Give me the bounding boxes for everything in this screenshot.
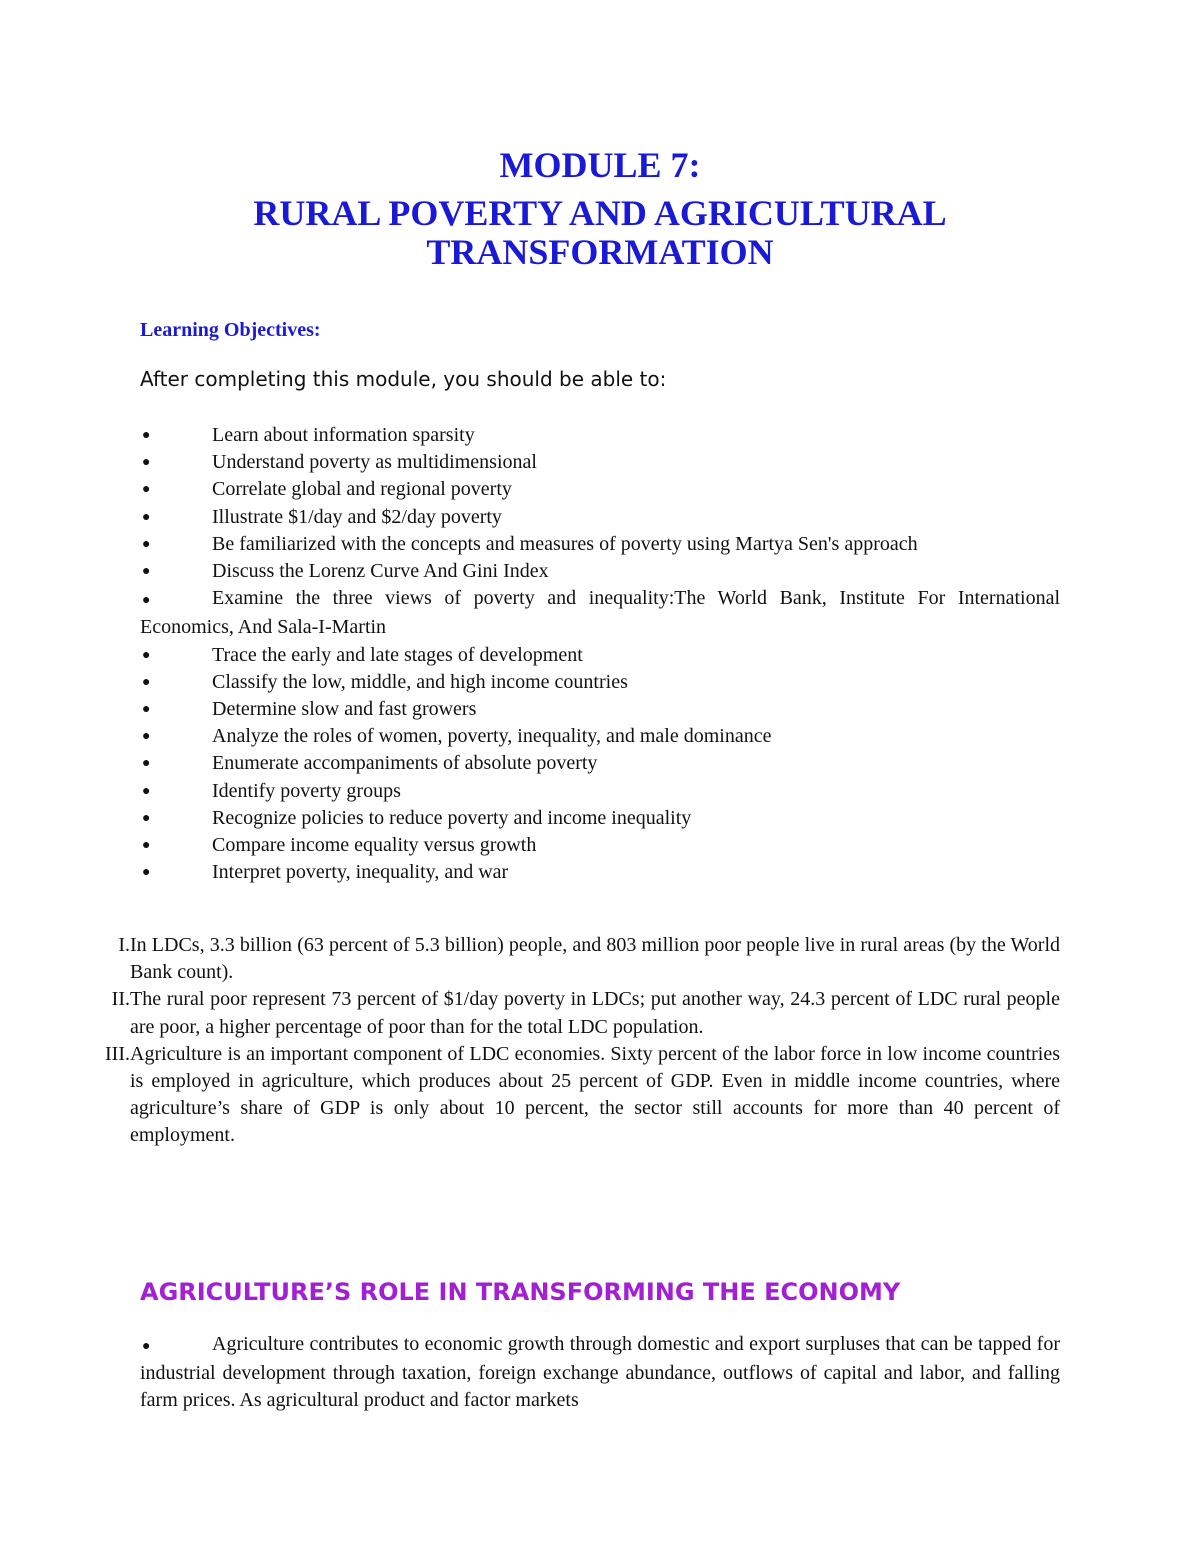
objective-item: ● Enumerate accompaniments of absolute poverty (140, 750, 1060, 777)
objective-item: ● Trace the early and late stages of development (140, 642, 1060, 669)
facts-list (100, 932, 1060, 1150)
objective-item: ● Determine slow and fast growers (140, 696, 1060, 723)
objective-item: ● Understand poverty as multidimensional (140, 449, 1060, 476)
title-line-3: TRANSFORMATION (426, 232, 774, 272)
bullet-icon: ● (142, 702, 151, 718)
objective-item: ● Compare income equality versus growth (140, 832, 1060, 859)
objective-item: ● Classify the low, middle, and high income countries (140, 669, 1060, 696)
objective-item: ● Illustrate $1/day and $2/day poverty (140, 504, 1060, 531)
bullet-icon: ● (142, 756, 151, 772)
objective-item: ● Analyze the roles of women, poverty, inequality, and male dominance (140, 723, 1060, 750)
objective-item: ● Examine the three views of poverty and inequality:The World Bank, Institute For International Economics, And Sala-I-Martin (140, 587, 1060, 639)
objective-item: ● Be familiarized with the concepts and measures of poverty using Martya Sen's approach (140, 531, 1060, 558)
bullet-icon: ● (142, 482, 151, 498)
learning-objectives-heading: Learning Objectives: (140, 319, 321, 341)
bullet-icon: ● (142, 674, 151, 690)
bullet-icon: ● (142, 1339, 151, 1354)
bullet-icon: ● (142, 509, 151, 525)
bullet-icon: ● (142, 729, 151, 745)
section-paragraph: ● Agriculture contributes to economic growth through domestic and export surpluses that can be tapped for industrial development through taxation, foreign exchange abundance, outflows of capital and labor, and falling farm prices. As agricultural product and factor markets (140, 1333, 1060, 1412)
objective-item: ● Correlate global and regional poverty (140, 476, 1060, 503)
roman-numeral: II. (111, 988, 130, 1011)
bullet-icon: ● (142, 536, 151, 552)
bullet-icon: ● (142, 428, 151, 443)
bullet-icon: ● (142, 455, 151, 471)
objective-item: ● Discuss the Lorenz Curve And Gini Index (140, 558, 1060, 585)
objectives-list (140, 422, 1060, 886)
bullet-icon: ● (142, 647, 151, 663)
roman-numeral: I. (118, 934, 130, 956)
bullet-icon: ● (142, 783, 151, 799)
fact-item: I. In LDCs, 3.3 billion (63 percent of 5.3 billion) people, and 803 million poor people live in rural areas (by the World Bank count). (100, 932, 1060, 986)
roman-numeral: III. (105, 1042, 130, 1065)
title-line-2: RURAL POVERTY AND AGRICULTURAL (253, 193, 947, 233)
bullet-icon: ● (142, 810, 151, 826)
bullet-icon: ● (142, 564, 151, 580)
bullet-icon: ● (142, 593, 151, 609)
fact-item: II. The rural poor represent 73 percent of $1/day poverty in LDCs; put another way, 24.3 percent of LDC rural people are poor, a higher percentage of poor than for the total LDC population. (100, 986, 1060, 1040)
objective-item: ● Identify poverty groups (140, 778, 1060, 805)
fact-item: III. Agriculture is an important component of LDC economies. Sixty percent of the labor force in low income countries is employed in agriculture, which produces about 25 percent of GDP. Even in middle income countries, where agriculture’s share of GDP is only about 10 percent, the sector still accounts for more than 40 percent of employment. (100, 1041, 1060, 1150)
bullet-icon: ● (142, 865, 151, 881)
objective-item: ● Recognize policies to reduce poverty and income inequality (140, 805, 1060, 832)
objectives-intro: After completing this module, you should be able to: (140, 367, 667, 391)
bullet-icon: ● (142, 838, 151, 854)
module-title: MODULE 7: (499, 145, 701, 185)
objective-item: ● Learn about information sparsity (140, 422, 1060, 449)
objective-item: ● Interpret poverty, inequality, and war (140, 859, 1060, 886)
section-heading: AGRICULTURE’S ROLE IN TRANSFORMING THE ECONOMY (140, 1278, 901, 1306)
